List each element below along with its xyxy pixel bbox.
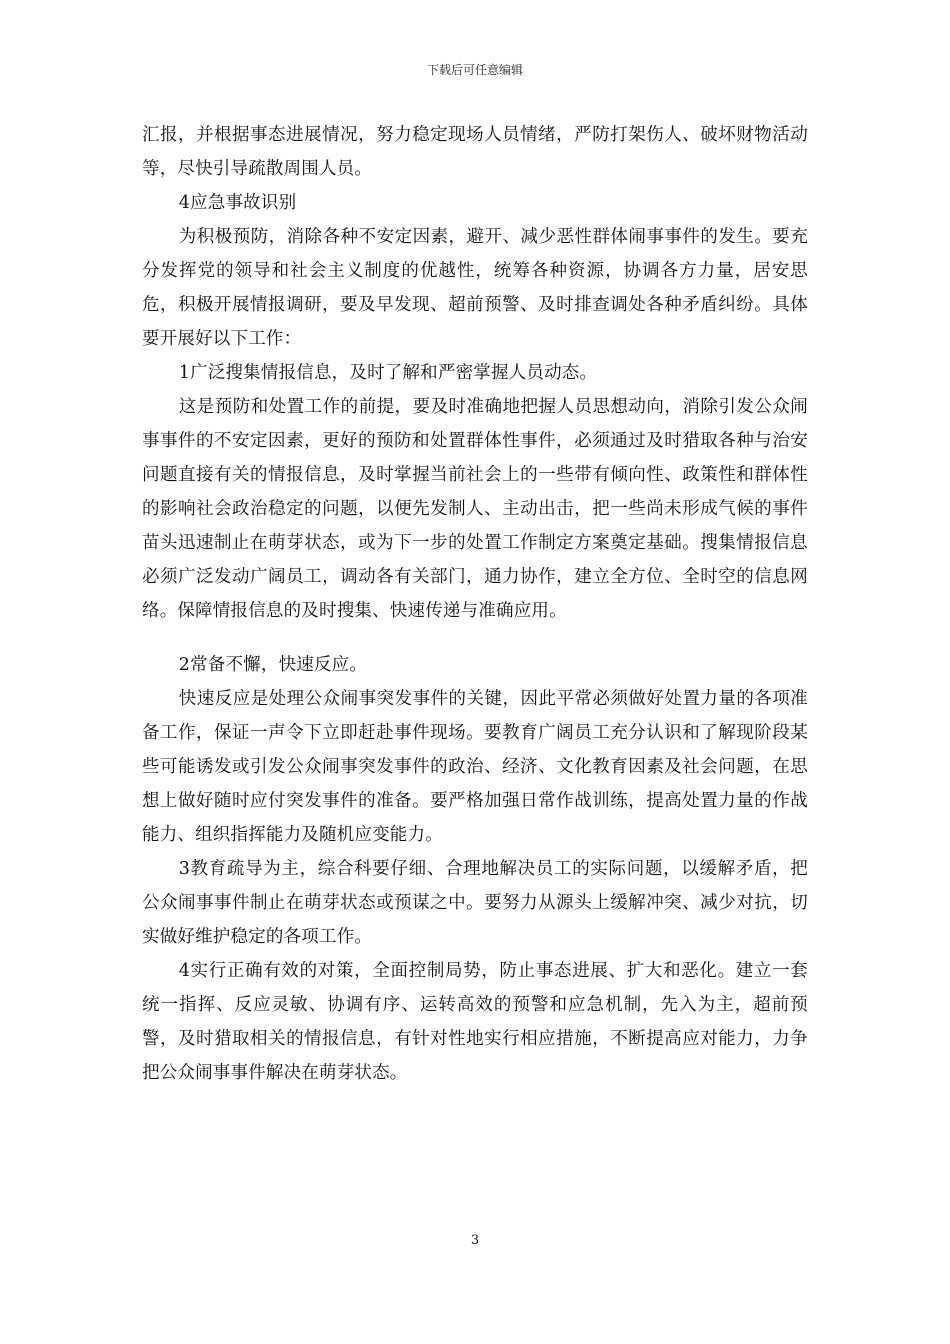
item-heading-2: 2常备不懈，快速反应。 (178, 655, 368, 675)
item-4-countermeasures: 4实行正确有效的对策，全面控制局势，防止事态进展、扩大和恶化。建立一套统一指挥、反应灵敏、协调有序、运转高效的预警和应急机制，先入为主，超前预警，及时猎取相关的情报信息，有针对性地实行相应措施，不断提高应对能力，力争把公众闹事事件解决在萌芽状态。 (142, 961, 808, 1083)
item-heading-1: 1广泛搜集情报信息，及时了解和严密掌握人员动态。 (178, 363, 598, 383)
item-3-education: 3教育疏导为主，综合科要仔细、合理地解决员工的实际问题，以缓解矛盾，把公众闹事事件制止在萌芽状态或预谋之中。要努力从源头上缓解冲突、减少对抗，切实做好维护稳定的各项工作。 (142, 859, 808, 947)
paragraph-prevention: 为积极预防，消除各种不安定因素，避开、减少恶性群体闹事事件的发生。要充分发挥党的领导和社会主义制度的优越性，统筹各种资源，协调各方力量，居安思危，积极开展情报调研，要及早发现、超前预警、及时排查调处各种矛盾纠纷。具体要开展好以下工作： (142, 227, 808, 349)
paragraph-rapid-response: 快速反应是处理公众闹事突发事件的关键，因此平常必须做好处置力量的各项准备工作，保证一声令下立即赶赴事件现场。要教育广阔员工充分认识和了解现阶段某些可能诱发或引发公众闹事突发事件的政治、经济、文化教育因素及社会问题，在思想上做好随时应付突发事件的准备。要严格加强日常作战训练，提高处置力量的作战能力、组织指挥能力及随机应变能力。 (142, 689, 808, 845)
document-body (142, 118, 808, 1090)
page-header: 下载后可任意编辑 (426, 63, 523, 77)
section-heading-emergency-identification: 4应急事故识别 (178, 193, 297, 213)
page-number: 3 (470, 1233, 480, 1248)
paragraph-intelligence: 这是预防和处置工作的前提，要及时准确地把握人员思想动向，消除引发公众闹事事件的不安定因素，更好的预防和处置群体性事件，必须通过及时猎取各种与治安问题直接有关的情报信息，及时掌握当前社会上的一些带有倾向性、政策性和群体性的影响社会政治稳定的问题，以便先发制人、主动出击，把一些尚未形成气候的事件苗头迅速制止在萌芽状态，或为下一步的处置工作制定方案奠定基础。搜集情报信息必须广泛发动广阔员工，调动各有关部门，通力协作，建立全方位、全时空的信息网络。保障情报信息的及时搜集、快速传递与准确应用。 (142, 397, 808, 621)
paragraph-continuation: 汇报，并根据事态进展情况，努力稳定现场人员情绪，严防打架伤人、破坏财物活动等，尽快引导疏散周围人员。 (142, 125, 808, 179)
